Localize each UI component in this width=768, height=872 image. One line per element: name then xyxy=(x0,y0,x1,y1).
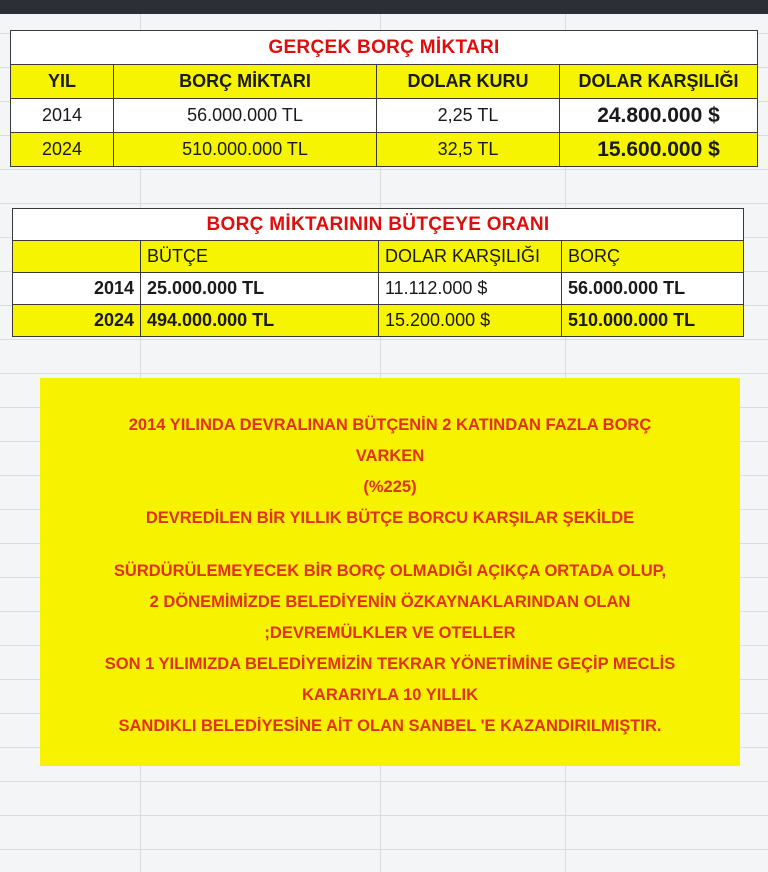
header-dollar-equivalent[interactable]: DOLAR KARŞILIĞI xyxy=(379,241,562,273)
header-year[interactable]: YIL xyxy=(11,65,114,99)
cell-rate[interactable]: 32,5 TL xyxy=(377,133,560,167)
real-debt-title: GERÇEK BORÇ MİKTARI xyxy=(11,31,758,65)
header-debt-amount[interactable]: BORÇ MİKTARI xyxy=(114,65,377,99)
cell-debt[interactable]: 56.000.000 TL xyxy=(114,99,377,133)
cell-year[interactable]: 2014 xyxy=(11,99,114,133)
cell-budget[interactable]: 25.000.000 TL xyxy=(141,273,379,305)
note-text-box[interactable] xyxy=(40,378,740,766)
real-debt-table xyxy=(10,30,758,167)
table-row xyxy=(13,305,744,337)
cell-debt[interactable]: 510.000.000 TL xyxy=(114,133,377,167)
cell-budget[interactable]: 494.000.000 TL xyxy=(141,305,379,337)
note-line: SON 1 YILIMIZDA BELEDİYEMİZİN TEKRAR YÖNETİMİNE GEÇİP MECLİS xyxy=(104,655,676,673)
note-line: 2 DÖNEMİMİZDE BELEDİYENİN ÖZKAYNAKLARINDAN OLAN xyxy=(149,593,631,611)
header-empty[interactable] xyxy=(13,241,141,273)
note-line: VARKEN xyxy=(355,447,425,465)
note-line: ;DEVREMÜLKLER VE OTELLER xyxy=(264,624,516,642)
cell-debt[interactable]: 510.000.000 TL xyxy=(562,305,744,337)
table-row xyxy=(11,133,758,167)
note-line: 2014 YILINDA DEVRALINAN BÜTÇENİN 2 KATINDAN FAZLA BORÇ xyxy=(128,416,652,434)
debt-budget-ratio-table xyxy=(12,208,744,337)
note-line: SÜRDÜRÜLEMEYECEK BİR BORÇ OLMADIĞI AÇIKÇA ORTADA OLUP, xyxy=(113,562,667,580)
window-top-bar xyxy=(0,0,768,14)
cell-year[interactable]: 2014 xyxy=(13,273,141,305)
cell-debt[interactable]: 56.000.000 TL xyxy=(562,273,744,305)
cell-usd[interactable]: 11.112.000 $ xyxy=(379,273,562,305)
cell-year[interactable]: 2024 xyxy=(11,133,114,167)
note-line: SANDIKLI BELEDİYESİNE AİT OLAN SANBEL 'E KAZANDIRILMIŞTIR. xyxy=(118,717,662,735)
cell-year[interactable]: 2024 xyxy=(13,305,141,337)
ratio-title: BORÇ MİKTARININ BÜTÇEYE ORANI xyxy=(13,209,744,241)
header-budget[interactable]: BÜTÇE xyxy=(141,241,379,273)
header-debt[interactable]: BORÇ xyxy=(562,241,744,273)
header-dollar-equivalent[interactable]: DOLAR KARŞILIĞI xyxy=(560,65,758,99)
table-row xyxy=(13,273,744,305)
note-line: DEVREDİLEN BİR YILLIK BÜTÇE BORCU KARŞILAR ŞEKİLDE xyxy=(145,509,635,527)
cell-usd[interactable]: 15.200.000 $ xyxy=(379,305,562,337)
cell-usd[interactable]: 15.600.000 $ xyxy=(560,133,758,167)
header-dollar-rate[interactable]: DOLAR KURU xyxy=(377,65,560,99)
note-line: KARARIYLA 10 YILLIK xyxy=(301,686,479,704)
note-spacer xyxy=(40,534,740,556)
note-line: (%225) xyxy=(363,478,417,496)
cell-usd[interactable]: 24.800.000 $ xyxy=(560,99,758,133)
table-row xyxy=(11,99,758,133)
cell-rate[interactable]: 2,25 TL xyxy=(377,99,560,133)
